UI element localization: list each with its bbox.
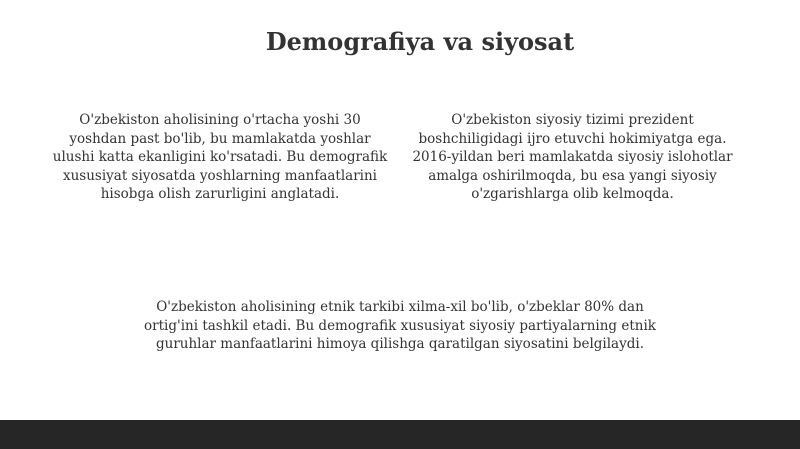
left-paragraph: O'zbekiston aholisining o'rtacha yoshi 30 yoshdan past bo'lib, bu mamlakatda yoshlar ulushi katta ekanligini ko'rsatadi. Bu demografik xususiyat siyosatda yoshlarning manfaatlarini hisobga olish zarurligini anglatadi. [52, 112, 388, 202]
right-paragraph: O'zbekiston siyosiy tizimi prezident boshchiligidagi ijro etuvchi hokimiyatga ega. 2016-yildan beri mamlakatda siyosiy islohotlar amalga oshirilmoqda, bu esa yangi siyosiy o'zgarishlarga olib kelmoqda. [412, 112, 733, 202]
bottom-paragraph: O'zbekiston aholisining etnik tarkibi xilma-xil bo'lib, o'zbeklar 80% dan ortig'ini tashkil etadi. Bu demografik xususiyat siyosiy partiyalarning etnik guruhlar manfaatlarini himoya qilishga qaratilgan siyosatini belgilaydi. [144, 299, 656, 352]
footer-bar [0, 420, 800, 449]
slide-title: Demografiya va siyosat [265, 27, 575, 56]
